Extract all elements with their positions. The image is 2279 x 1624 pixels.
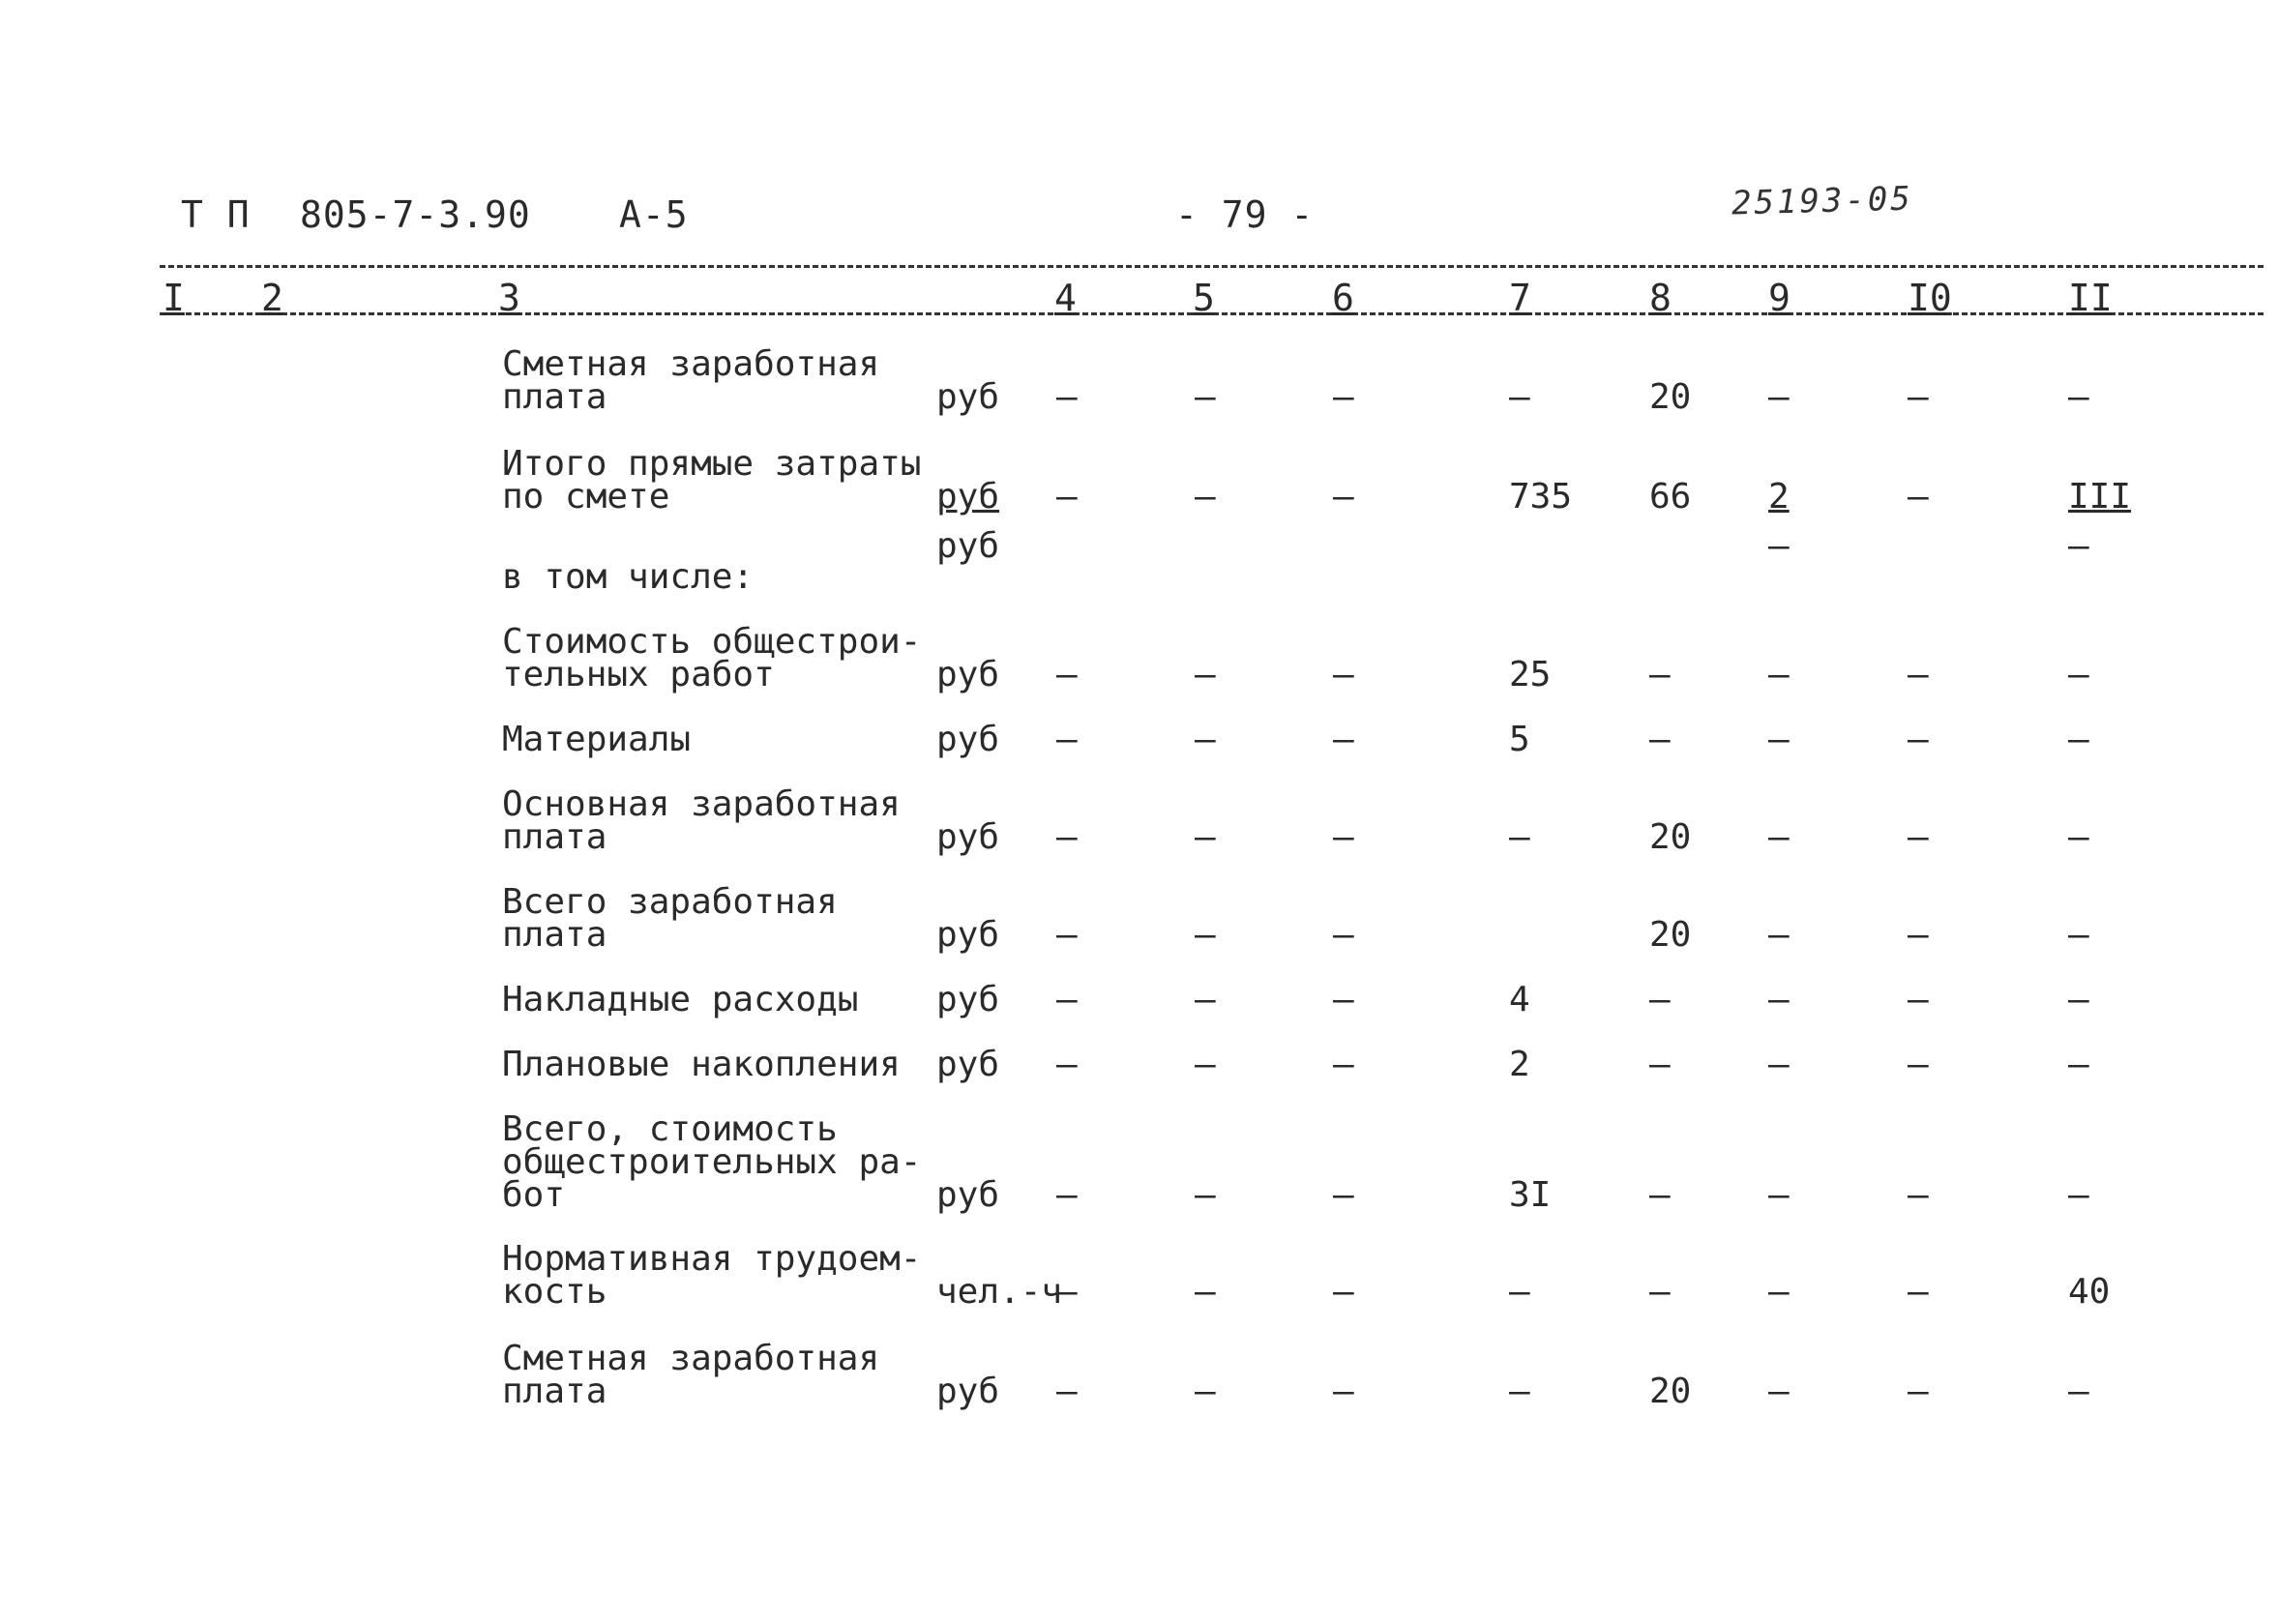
- cell-col-6: –: [1333, 915, 1354, 955]
- cell-col-8: –: [1649, 720, 1671, 759]
- cell-col-9: –: [1768, 980, 1790, 1019]
- cell-col-9: –: [1768, 720, 1790, 759]
- cell-col-6: –: [1333, 980, 1354, 1019]
- row-label: Сметная заработная плата: [502, 344, 880, 417]
- cell-col-6: –: [1333, 655, 1354, 694]
- cell-col-6: –: [1333, 720, 1354, 759]
- cell-col-11: –: [2068, 915, 2089, 955]
- column-number-1: I: [163, 277, 185, 319]
- column-number-6: 6: [1332, 277, 1354, 319]
- cell-col-10: –: [1908, 915, 1929, 955]
- cell-col-11: –: [2068, 980, 2089, 1019]
- cell-col-11: 40: [2068, 1272, 2111, 1312]
- cell-col-10: –: [1908, 655, 1929, 694]
- cell-col-8: 20: [1649, 817, 1692, 857]
- cell-col-7: 735: [1509, 477, 1573, 517]
- cell-col-10: –: [1908, 980, 1929, 1019]
- cell-col-7: 4: [1509, 980, 1530, 1019]
- column-number-3: 3: [498, 277, 520, 319]
- cell-col-9: –: [1768, 526, 1790, 566]
- cell-col-10: –: [1908, 1372, 1929, 1411]
- cell-col-11: –: [2068, 720, 2089, 759]
- cell-col-9: –: [1768, 655, 1790, 694]
- cell-col-8: 20: [1649, 377, 1692, 417]
- cell-col-5: –: [1195, 477, 1216, 517]
- header-separator-top: [160, 265, 2264, 268]
- cell-col-5: –: [1195, 980, 1216, 1019]
- cell-col-10: –: [1908, 1272, 1929, 1312]
- cell-col-8: 20: [1649, 915, 1692, 955]
- cell-col-5: –: [1195, 1045, 1216, 1084]
- column-number-10: I0: [1908, 277, 1952, 319]
- cell-col-10: –: [1908, 817, 1929, 857]
- column-number-2: 2: [261, 277, 283, 319]
- row-unit: руб: [936, 980, 1000, 1019]
- cell-col-9: –: [1768, 1045, 1790, 1084]
- cell-col-4: –: [1056, 477, 1078, 517]
- column-number-7: 7: [1509, 277, 1531, 319]
- cell-col-11: –: [2068, 817, 2089, 857]
- doc-series: Т П: [181, 193, 251, 236]
- cell-col-5: –: [1195, 915, 1216, 955]
- cell-col-8: –: [1649, 1175, 1671, 1215]
- cell-col-8: 20: [1649, 1372, 1692, 1411]
- column-number-8: 8: [1649, 277, 1672, 319]
- cell-col-11: III: [2068, 477, 2132, 517]
- row-label: Накладные расходы: [502, 980, 859, 1019]
- cell-col-9: –: [1768, 817, 1790, 857]
- row-label: Материалы: [502, 720, 692, 759]
- cell-col-4: –: [1056, 915, 1078, 955]
- cell-col-4: –: [1056, 377, 1078, 417]
- cell-col-4: –: [1056, 1175, 1078, 1215]
- cell-col-6: –: [1333, 817, 1354, 857]
- row-unit: руб: [936, 1372, 1000, 1411]
- cell-col-7: 2: [1509, 1045, 1530, 1084]
- cell-col-7: –: [1509, 817, 1530, 857]
- cell-col-11: –: [2068, 526, 2089, 566]
- row-label: Сметная заработная плата: [502, 1339, 880, 1411]
- cell-col-5: –: [1195, 377, 1216, 417]
- row-label: Плановые накопления: [502, 1045, 901, 1084]
- cell-col-7: –: [1509, 1372, 1530, 1411]
- cell-col-5: –: [1195, 1372, 1216, 1411]
- cell-col-6: –: [1333, 377, 1354, 417]
- row-unit: чел.-ч: [936, 1272, 1063, 1312]
- cell-col-5: –: [1195, 1272, 1216, 1312]
- row-unit: руб: [936, 817, 1000, 857]
- cell-col-4: –: [1056, 980, 1078, 1019]
- cell-col-9: –: [1768, 377, 1790, 417]
- row-label: Всего, стоимость общестроительных ра- бот: [502, 1109, 922, 1215]
- cell-col-7: –: [1509, 377, 1530, 417]
- cell-col-7: 25: [1509, 655, 1552, 694]
- cell-col-5: –: [1195, 817, 1216, 857]
- cell-col-4: –: [1056, 655, 1078, 694]
- cell-col-4: –: [1056, 817, 1078, 857]
- cell-col-8: 66: [1649, 477, 1692, 517]
- cell-col-6: –: [1333, 1175, 1354, 1215]
- row-unit: руб: [936, 720, 1000, 759]
- row-unit: руб: [936, 915, 1000, 955]
- cell-col-10: –: [1908, 477, 1929, 517]
- archive-stamp: 25193-05: [1731, 179, 1914, 223]
- cell-col-8: –: [1649, 655, 1671, 694]
- cell-col-6: –: [1333, 1372, 1354, 1411]
- cell-col-11: –: [2068, 655, 2089, 694]
- cell-col-4: –: [1056, 720, 1078, 759]
- cell-col-11: –: [2068, 377, 2089, 417]
- cell-col-7: 3I: [1509, 1175, 1552, 1215]
- cell-col-4: –: [1056, 1045, 1078, 1084]
- cell-col-6: –: [1333, 477, 1354, 517]
- cell-col-9: 2: [1768, 477, 1790, 517]
- cell-col-11: –: [2068, 1175, 2089, 1215]
- row-unit: руб: [936, 377, 1000, 417]
- column-number-9: 9: [1768, 277, 1791, 319]
- row-unit: руб: [936, 1175, 1000, 1215]
- row-unit: руб: [936, 477, 1000, 517]
- page-number: - 79 -: [1175, 193, 1315, 236]
- cell-col-9: –: [1768, 1272, 1790, 1312]
- row-label: в том числе:: [502, 557, 755, 597]
- cell-col-9: –: [1768, 1372, 1790, 1411]
- cell-col-5: –: [1195, 720, 1216, 759]
- row-label: Нормативная трудоем- кость: [502, 1239, 922, 1312]
- cell-col-6: –: [1333, 1045, 1354, 1084]
- row-unit: руб: [936, 1045, 1000, 1084]
- cell-col-4: –: [1056, 1272, 1078, 1312]
- row-label: Основная заработная плата: [502, 784, 901, 857]
- row-label: Всего заработная плата: [502, 882, 838, 955]
- row-unit: руб: [936, 526, 1000, 566]
- cell-col-10: –: [1908, 1045, 1929, 1084]
- cell-col-11: –: [2068, 1045, 2089, 1084]
- cell-col-10: –: [1908, 377, 1929, 417]
- cell-col-7: 5: [1509, 720, 1530, 759]
- cell-col-6: –: [1333, 1272, 1354, 1312]
- column-number-5: 5: [1193, 277, 1215, 319]
- cell-col-8: –: [1649, 1045, 1671, 1084]
- cell-col-9: –: [1768, 915, 1790, 955]
- column-number-11: II: [2068, 277, 2113, 319]
- cell-col-10: –: [1908, 720, 1929, 759]
- cell-col-8: –: [1649, 980, 1671, 1019]
- row-label: Итого прямые затраты по смете: [502, 444, 922, 517]
- cell-col-7: –: [1509, 1272, 1530, 1312]
- cell-col-8: –: [1649, 1272, 1671, 1312]
- album-label: А-5: [619, 193, 689, 236]
- cell-col-11: –: [2068, 1372, 2089, 1411]
- row-unit: руб: [936, 655, 1000, 694]
- cell-col-9: –: [1768, 1175, 1790, 1215]
- row-label: Стоимость общестрои- тельных работ: [502, 622, 922, 694]
- cell-col-5: –: [1195, 655, 1216, 694]
- cell-col-10: –: [1908, 1175, 1929, 1215]
- cell-col-4: –: [1056, 1372, 1078, 1411]
- cell-col-5: –: [1195, 1175, 1216, 1215]
- column-number-4: 4: [1054, 277, 1077, 319]
- doc-code: 805-7-3.90: [300, 193, 531, 236]
